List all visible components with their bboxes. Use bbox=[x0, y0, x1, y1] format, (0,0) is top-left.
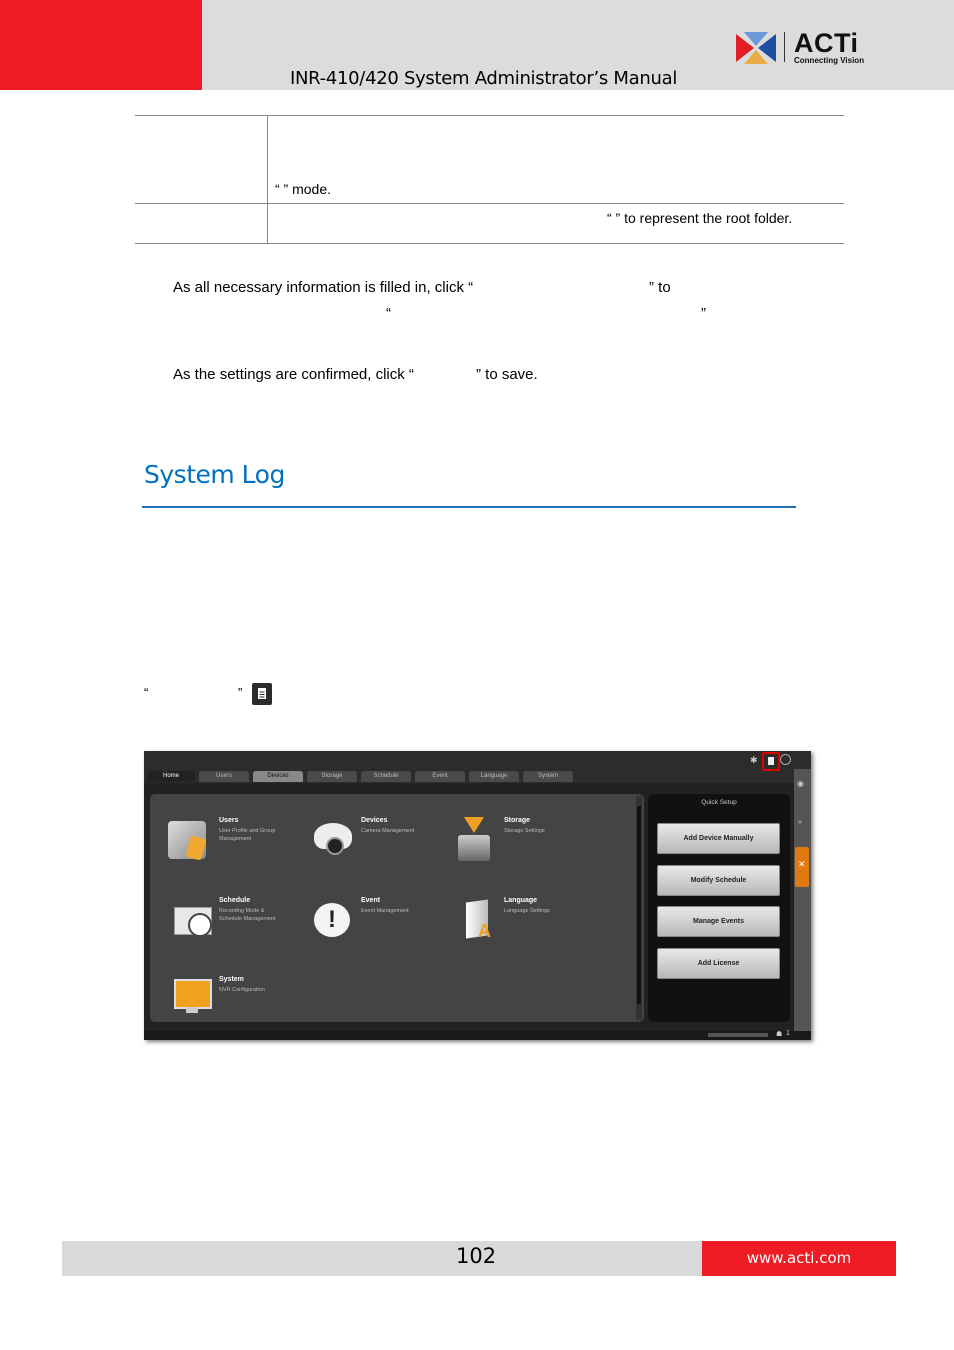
paragraph-2-start: As the settings are confirmed, click “ bbox=[173, 366, 414, 383]
section-title: System Log bbox=[144, 460, 285, 489]
icon-line-open-quote: “ bbox=[144, 685, 149, 700]
devices-item-title[interactable]: Devices bbox=[361, 817, 388, 824]
tab-home[interactable]: Home bbox=[147, 771, 195, 782]
logo-divider bbox=[784, 32, 785, 62]
users-online-icon: ☗ bbox=[776, 1031, 783, 1038]
users-item-sub1: User Profile and Group bbox=[219, 828, 276, 834]
system-item-title[interactable]: System bbox=[219, 976, 244, 983]
table-rule-mid bbox=[135, 203, 844, 204]
forward-icon[interactable]: » bbox=[798, 819, 802, 826]
users-item-title[interactable]: Users bbox=[219, 817, 239, 824]
tab-users[interactable]: Users bbox=[199, 771, 249, 782]
tab-schedule[interactable]: Schedule bbox=[361, 771, 411, 782]
table-rule-top bbox=[135, 115, 844, 116]
paragraph-1-line2-close-quote: ” bbox=[701, 305, 706, 322]
users-online-count: 1 bbox=[786, 1030, 790, 1037]
storage-item-title[interactable]: Storage bbox=[504, 817, 531, 824]
tab-event[interactable]: Event bbox=[415, 771, 465, 782]
logo-text: ACTi bbox=[794, 28, 859, 58]
paragraph-2-end: ” to save. bbox=[476, 366, 538, 383]
section-rule bbox=[142, 506, 796, 508]
modify-schedule-button[interactable]: Modify Schedule bbox=[657, 865, 780, 896]
camera-lens-icon bbox=[326, 837, 344, 855]
paragraph-1-line1-end: ” to bbox=[649, 279, 671, 296]
manual-title: INR-410/420 System Administrator’s Manual bbox=[290, 68, 678, 89]
storage-item-sub1: Storage Settings bbox=[504, 828, 545, 834]
info-icon[interactable] bbox=[780, 754, 791, 765]
manage-events-button[interactable]: Manage Events bbox=[657, 906, 780, 937]
language-item-title[interactable]: Language bbox=[504, 897, 538, 904]
devices-item-sub1: Camera Management bbox=[361, 828, 415, 834]
tab-storage[interactable]: Storage bbox=[307, 771, 357, 782]
footer-url[interactable]: www.acti.com bbox=[746, 1249, 852, 1267]
scrollbar-thumb[interactable] bbox=[637, 806, 641, 1004]
icon-line-close-quote: ” bbox=[238, 685, 243, 700]
table-rule-bottom bbox=[135, 243, 844, 244]
add-device-manually-button[interactable]: Add Device Manually bbox=[657, 823, 780, 854]
log-icon bbox=[768, 757, 774, 765]
paragraph-1-line2-open-quote: “ bbox=[386, 305, 391, 322]
hard-drive-icon[interactable] bbox=[458, 835, 490, 861]
footer-bar bbox=[62, 1241, 702, 1276]
event-item-title[interactable]: Event bbox=[361, 897, 381, 904]
system-item-sub1: NVR Configuration bbox=[219, 987, 265, 993]
system-log-highlight[interactable] bbox=[762, 752, 780, 771]
logo-tagline: Connecting Vision bbox=[794, 56, 865, 65]
tab-devices[interactable]: Devices bbox=[253, 771, 303, 782]
clock-icon bbox=[188, 913, 212, 937]
exclamation-icon[interactable]: ! bbox=[314, 903, 350, 937]
header-red-block bbox=[0, 0, 202, 90]
tools-icon: ✕ bbox=[798, 859, 806, 869]
volume-slider[interactable] bbox=[708, 1033, 768, 1037]
gear-icon[interactable]: ✱ bbox=[750, 755, 758, 765]
language-item-sub1: Language Settings bbox=[504, 908, 550, 914]
schedule-item-sub2: Schedule Management bbox=[219, 916, 276, 922]
table-cell-row2: “ ” to represent the root folder. bbox=[607, 210, 793, 226]
event-item-sub1: Event Management bbox=[361, 908, 409, 914]
side-rail bbox=[794, 769, 811, 1031]
monitor-stand-icon bbox=[186, 1007, 198, 1013]
nvr-screenshot bbox=[144, 751, 811, 1040]
tab-system[interactable]: System bbox=[523, 771, 573, 782]
table-cell-row1: “ ” mode. bbox=[275, 181, 332, 197]
eye-icon[interactable]: ◉ bbox=[797, 779, 804, 788]
paragraph-1-line1-start: As all necessary information is filled in, click “ bbox=[173, 279, 474, 296]
add-license-button[interactable]: Add License bbox=[657, 948, 780, 979]
acti-logo-icon bbox=[734, 30, 778, 66]
quick-setup-title: Quick Setup bbox=[701, 799, 737, 806]
schedule-item-sub1: Recording Mode & bbox=[219, 908, 265, 914]
tab-language[interactable]: Language bbox=[469, 771, 519, 782]
table-column-divider bbox=[267, 115, 268, 244]
system-log-icon bbox=[252, 683, 272, 705]
schedule-item-title[interactable]: Schedule bbox=[219, 897, 251, 904]
page-number: 102 bbox=[456, 1244, 497, 1268]
users-item-sub2: Management bbox=[219, 836, 252, 842]
storage-arrow-icon bbox=[464, 817, 484, 833]
monitor-gear-icon[interactable] bbox=[174, 979, 212, 1009]
language-letter-icon: A bbox=[478, 921, 491, 941]
